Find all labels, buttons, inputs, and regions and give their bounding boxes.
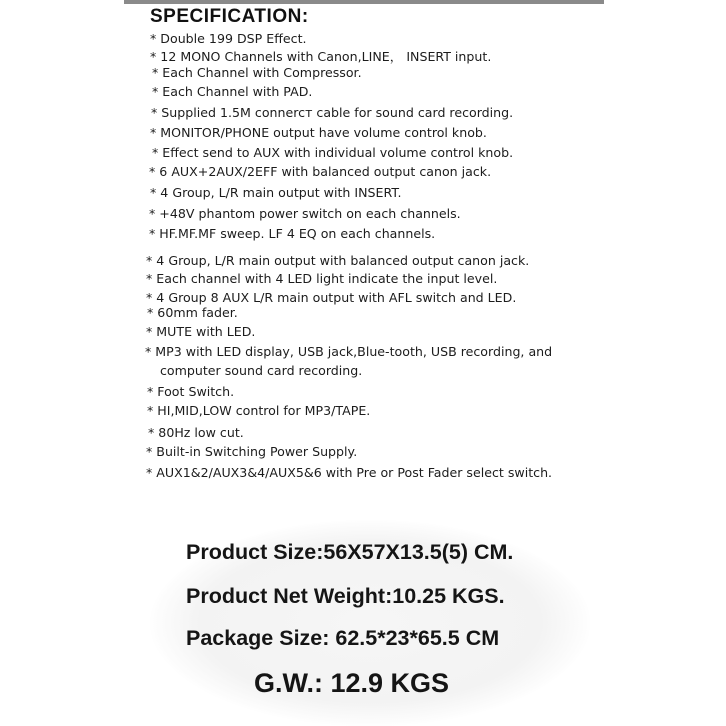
spec-item: * Foot Switch. <box>147 384 235 399</box>
spec-item: * 60mm fader. <box>147 305 238 320</box>
spec-item: * Each Channel with Compressor. <box>152 65 362 80</box>
product-net-weight: Product Net Weight:10.25 KGS. <box>186 584 505 608</box>
spec-item: * Each Channel with PAD. <box>152 84 313 99</box>
spec-item: * 4 Group 8 AUX L/R main output with AFL switch and LED. <box>146 290 517 305</box>
product-size: Product Size:56X57X13.5(5) CM. <box>186 540 514 564</box>
specification-heading: SPECIFICATION: <box>150 6 309 27</box>
spec-item: * Each channel with 4 LED light indicate the input level. <box>146 271 498 286</box>
spec-item: * MUTE with LED. <box>146 324 256 339</box>
spec-item: * 4 Group, L/R main output with INSERT. <box>150 185 402 200</box>
package-size: Package Size: 62.5*23*65.5 CM <box>186 626 500 650</box>
spec-item: * MP3 with LED display, USB jack,Blue-tooth, USB recording, and <box>145 344 553 359</box>
spec-item-continuation: computer sound card recording. <box>160 363 363 378</box>
spec-item: * HF.MF.MF sweep. LF 4 EQ on each channels. <box>149 226 436 241</box>
spec-item: * 12 MONO Channels with Canon,LINE， INSERT input. <box>150 49 492 64</box>
spec-item: * +48V phantom power switch on each channels. <box>149 206 461 221</box>
spec-item: * Supplied 1.5M connercт cable for sound card recording. <box>151 105 514 120</box>
spec-item: * 4 Group, L/R main output with balanced output canon jack. <box>146 253 530 268</box>
spec-item: * 6 AUX+2AUX/2EFF with balanced output canon jack. <box>149 164 492 179</box>
gross-weight: G.W.: 12.9 KGS <box>254 668 450 698</box>
spec-item: * Effect send to AUX with individual volume control knob. <box>152 145 514 160</box>
spec-item: * MONITOR/PHONE output have volume control knob. <box>150 125 487 140</box>
spec-item: * HI,MID,LOW control for MP3/TAPE. <box>147 403 371 418</box>
spec-item: * Double 199 DSP Effect. <box>150 31 307 46</box>
spec-item: * 80Hz low cut. <box>148 425 244 440</box>
spec-item: * AUX1&2/AUX3&4/AUX5&6 with Pre or Post Fader select switch. <box>146 465 553 480</box>
spec-item: * Built-in Switching Power Supply. <box>146 444 358 459</box>
